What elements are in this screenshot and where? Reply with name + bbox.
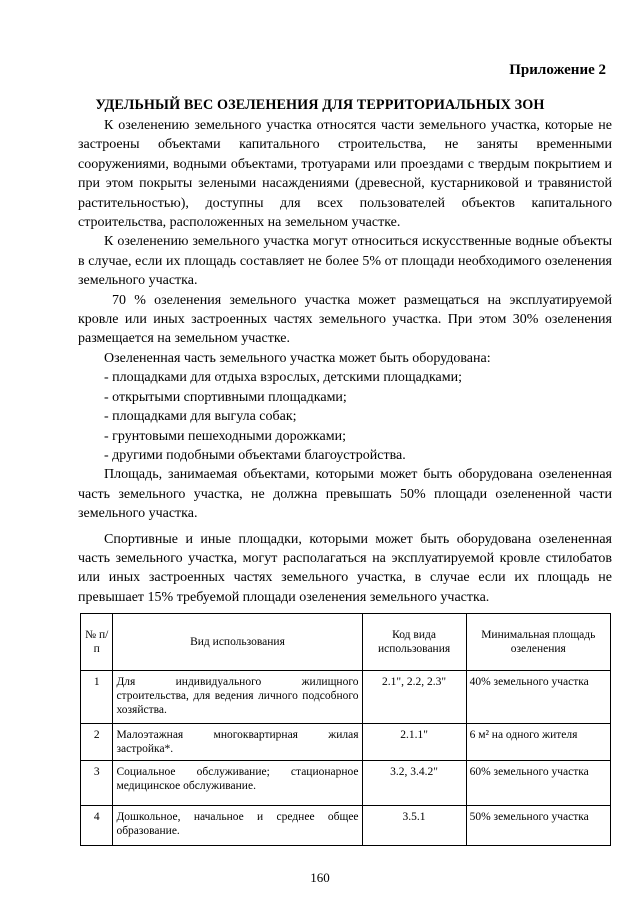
- body-text: [78, 116, 612, 607]
- paragraph-sport-grounds: Спортивные и иные площадки, которыми может быть оборудована озелененная часть земельного участка, могут располагаться на эксплуатируемой кровле стилобатов или иных застроенных частях земельного участка, в случае если их площадь не превышает 15% требуемой площади озеленения земельного участка.: [78, 531, 612, 605]
- cell-area: 50% земельного участка: [466, 806, 610, 846]
- paragraph-roof-greening: 70 % озеленения земельного участка может размещаться на эксплуатируемой кровле или иных застроенных частях земельного участка. При этом 30% озеленения размещается на земельном участке.: [78, 292, 612, 347]
- cell-code: 3.5.1: [362, 806, 466, 846]
- list-item: - открытыми спортивными площадками;: [104, 389, 347, 405]
- cell-use: Для индивидуального жилищного строительства, для ведения личного подсобного хозяйства.: [113, 671, 362, 724]
- cell-area: 40% земельного участка: [466, 671, 610, 724]
- table-row: [81, 671, 611, 724]
- cell-num: 2: [81, 724, 113, 761]
- table-header-row: [81, 614, 611, 671]
- paragraph-equipment-intro: Озелененная часть земельного участка может быть оборудована:: [104, 350, 491, 366]
- appendix-label: Приложение 2: [509, 62, 606, 78]
- header-num: № п/п: [81, 614, 113, 671]
- header-code: Код вида использования: [362, 614, 466, 671]
- header-use: Вид использования: [113, 614, 362, 671]
- cell-code: 2.1.1": [362, 724, 466, 761]
- table-row: [81, 806, 611, 846]
- document-title: УДЕЛЬНЫЙ ВЕС ОЗЕЛЕНЕНИЯ ДЛЯ ТЕРРИТОРИАЛЬНЫХ ЗОН: [95, 97, 545, 113]
- header-area: Минимальная площадь озеленения: [466, 614, 610, 671]
- cell-num: 1: [81, 671, 113, 724]
- greening-table: [80, 613, 611, 846]
- cell-use: Дошкольное, начальное и среднее общее образование.: [113, 806, 362, 846]
- list-item: - площадками для отдыха взрослых, детскими площадками;: [104, 370, 462, 386]
- cell-code: 3.2, 3.4.2": [362, 761, 466, 806]
- table-row: [81, 724, 611, 761]
- cell-use: Социальное обслуживание; стационарное медицинское обслуживание.: [113, 761, 362, 806]
- page-number: 160: [310, 870, 330, 885]
- list-item: - другими подобными объектами благоустройства.: [104, 447, 406, 463]
- table-row: [81, 761, 611, 806]
- cell-area: 6 м² на одного жителя: [466, 724, 610, 761]
- list-item: - грунтовыми пешеходными дорожками;: [104, 428, 346, 444]
- paragraph-water-objects: К озеленению земельного участка могут относиться искусственные водные объекты в случае, если их площадь составляет не более 5% от площади необходимого озеленения земельного участка.: [78, 234, 612, 289]
- paragraph-area-limit: Площадь, занимаемая объектами, которыми может быть оборудована озелененная часть земельного участка, не должна превышать 50% площади озелененной части земельного участка.: [78, 467, 612, 522]
- cell-num: 4: [81, 806, 113, 846]
- list-item: - площадками для выгула собак;: [104, 409, 297, 425]
- equipment-list: [78, 368, 612, 465]
- cell-use: Малоэтажная многоквартирная жилая застройка*.: [113, 724, 362, 761]
- cell-num: 3: [81, 761, 113, 806]
- cell-area: 60% земельного участка: [466, 761, 610, 806]
- paragraph-greening-definition: К озеленению земельного участка относятся части земельного участка, которые не застроены объектами капитального строительства, не заняты временными сооружениями, водными объектами, тротуарами или проездами с твердым покрытием и при этом покрыты зелеными насаждениями (древесной, кустарниковой и травянистой растительностью), доступны для всех пользователей объектов капитального строительства, расположенных на земельном участке.: [78, 118, 612, 231]
- cell-code: 2.1", 2.2, 2.3": [362, 671, 466, 724]
